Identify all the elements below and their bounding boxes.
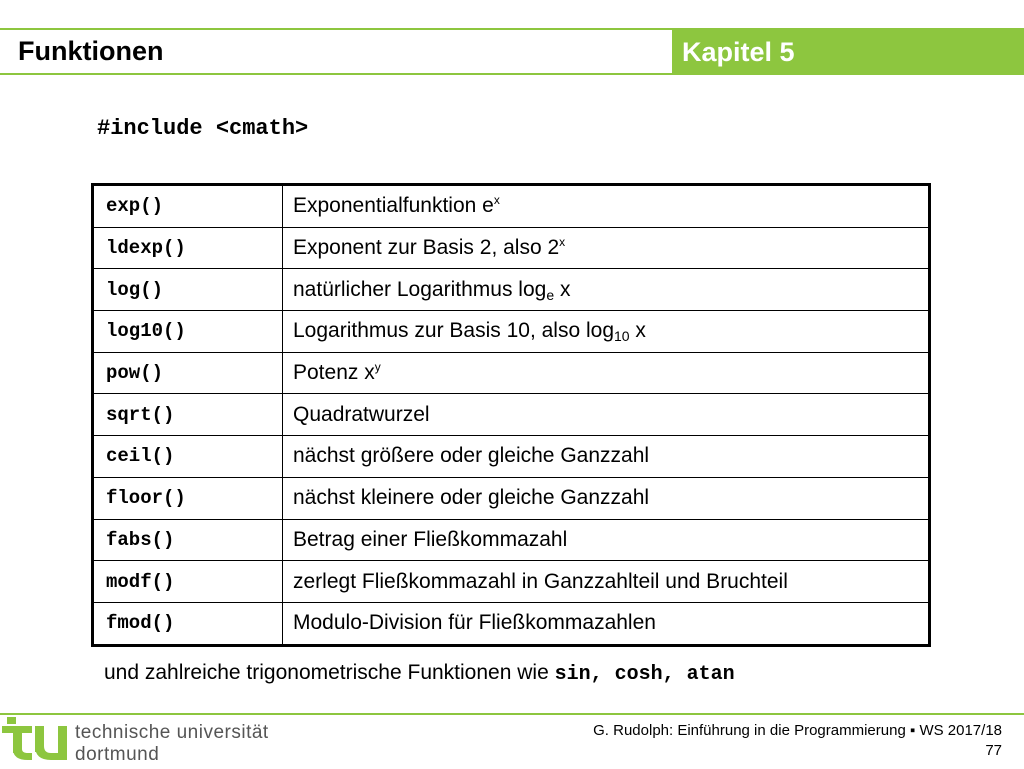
table-row <box>93 477 930 519</box>
function-name: pow() <box>93 352 283 394</box>
tu-logo-icon <box>2 716 70 769</box>
function-name: floor() <box>93 477 283 519</box>
description-text: natürlicher Logarithmus log <box>293 277 547 301</box>
function-description <box>283 519 930 561</box>
description-text: nächst kleinere oder gleiche Ganzzahl <box>293 486 650 510</box>
description-text: Exponentialfunktion e <box>293 194 494 218</box>
table-row <box>93 227 930 269</box>
university-name-line2: dortmund <box>75 744 160 765</box>
table-row <box>93 185 930 228</box>
function-name: ceil() <box>93 436 283 478</box>
function-name: sqrt() <box>93 394 283 436</box>
function-description <box>283 602 930 645</box>
function-description <box>283 311 930 353</box>
table-row <box>93 436 930 478</box>
description-tail: x <box>554 277 571 301</box>
function-name: modf() <box>93 561 283 603</box>
footer-credit: G. Rudolph: Einführung in die Programmierung ▪ WS 2017/18 <box>593 722 1002 739</box>
university-name <box>75 722 269 766</box>
table-row <box>93 269 930 311</box>
function-description <box>283 477 930 519</box>
description-text: zerlegt Fließkommazahl in Ganzzahlteil und Bruchteil <box>293 569 788 593</box>
description-text: Betrag einer Fließkommazahl <box>293 527 568 551</box>
chapter-label: Kapitel 5 <box>672 28 1024 75</box>
trig-examples: sin, cosh, atan <box>554 663 735 686</box>
function-description <box>283 436 930 478</box>
function-description <box>283 352 930 394</box>
superscript: x <box>493 193 500 208</box>
subscript: e <box>546 286 555 303</box>
trig-note <box>104 661 735 686</box>
table-row <box>93 561 930 603</box>
trig-note-text: und zahlreiche trigonometrische Funktionen wie <box>104 661 555 684</box>
table-row <box>93 602 930 645</box>
footer-rule <box>0 713 1024 715</box>
table-row <box>93 311 930 353</box>
header-bottom-rule <box>0 73 672 75</box>
superscript: y <box>374 360 381 375</box>
slide-title: Funktionen <box>18 36 164 66</box>
function-name: exp() <box>93 185 283 228</box>
superscript: x <box>559 235 566 250</box>
description-text: Modulo-Division für Fließkommazahlen <box>293 611 656 635</box>
function-description <box>283 269 930 311</box>
function-description <box>283 561 930 603</box>
description-tail: x <box>629 319 646 343</box>
function-description <box>283 394 930 436</box>
function-table <box>91 183 931 647</box>
description-text: Quadratwurzel <box>293 402 430 426</box>
description-text: Exponent zur Basis 2, also 2 <box>293 236 560 260</box>
function-name: fabs() <box>93 519 283 561</box>
function-name: ldexp() <box>93 227 283 269</box>
subscript: 10 <box>614 328 630 345</box>
function-name: log10() <box>93 311 283 353</box>
table-row <box>93 519 930 561</box>
description-text: nächst größere oder gleiche Ganzzahl <box>293 444 650 468</box>
table-row <box>93 352 930 394</box>
function-description <box>283 227 930 269</box>
function-name: fmod() <box>93 602 283 645</box>
description-text: Logarithmus zur Basis 10, also log <box>293 319 614 343</box>
page-number: 77 <box>985 742 1002 759</box>
include-directive: #include <cmath> <box>97 116 309 141</box>
function-name: log() <box>93 269 283 311</box>
function-description <box>283 185 930 228</box>
description-text: Potenz x <box>293 361 375 385</box>
table-row <box>93 394 930 436</box>
university-name-line1: technische universität <box>75 722 269 743</box>
